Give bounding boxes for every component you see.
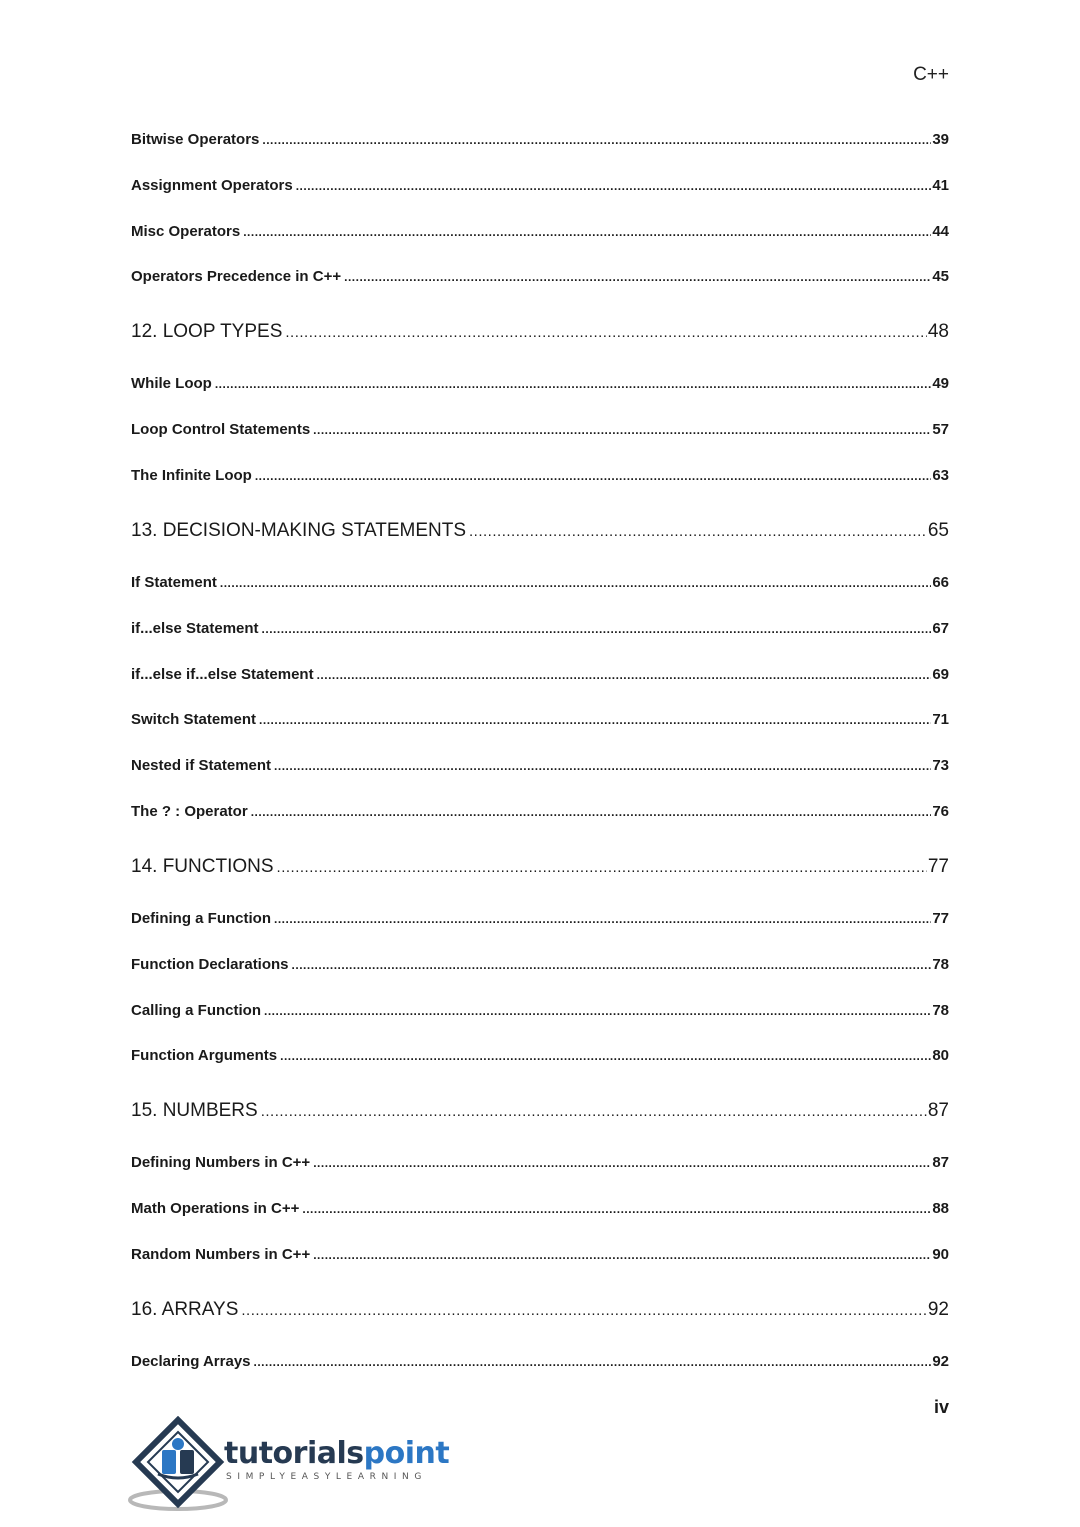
toc-entry-title: Calling a Function [131, 1001, 261, 1019]
toc-entry-page: 90 [932, 1246, 949, 1263]
toc-section-entry[interactable] [131, 956, 949, 973]
toc-entry-page: 88 [932, 1200, 949, 1218]
toc-section-entry[interactable] [131, 574, 949, 591]
toc-section-entry[interactable] [131, 1047, 949, 1064]
toc-entry-title: Bitwise Operators [131, 131, 260, 148]
toc-section-entry[interactable] [131, 268, 949, 285]
toc-entry-title: Switch Statement [131, 711, 257, 729]
toc-leader-dots [274, 759, 931, 773]
toc-entry-page: 73 [932, 757, 949, 775]
toc-section-entry[interactable] [131, 1002, 949, 1019]
toc-entry-page: 65 [927, 520, 949, 541]
toc-chapter-entry[interactable] [131, 520, 949, 542]
toc-leader-dots [292, 958, 932, 972]
toc-entry-title: if...else Statement [131, 619, 259, 637]
toc-entry-title: Function Declarations [131, 955, 289, 973]
tutorialspoint-logo-icon [128, 1416, 228, 1512]
toc-section-entry[interactable] [131, 1154, 949, 1171]
toc-entry-page: 39 [932, 131, 949, 148]
toc-section-entry[interactable] [131, 711, 949, 728]
toc-entry-title: Defining a Function [131, 910, 271, 927]
toc-leader-dots [243, 225, 931, 239]
toc-leader-dots [277, 859, 927, 876]
toc-section-entry[interactable] [131, 1246, 949, 1263]
toc-section-entry[interactable] [131, 1200, 949, 1217]
toc-section-entry[interactable] [131, 757, 949, 774]
toc-leader-dots [262, 133, 931, 147]
toc-section-entry[interactable] [131, 803, 949, 820]
toc-entry-page: 41 [932, 176, 949, 194]
toc-entry-title: If Statement [131, 574, 217, 591]
toc-entry-page: 45 [932, 268, 949, 286]
toc-entry-title: 15. NUMBERS [131, 1100, 258, 1122]
toc-leader-dots [215, 377, 931, 391]
toc-leader-dots [285, 324, 926, 341]
toc-entry-title: Assignment Operators [131, 176, 293, 194]
toc-leader-dots [280, 1049, 931, 1063]
toc-entry-title: Function Arguments [131, 1047, 278, 1065]
toc-entry-title: The ? : Operator [131, 803, 248, 820]
toc-leader-dots [241, 1302, 926, 1319]
toc-leader-dots [254, 1355, 932, 1369]
toc-entry-page: 57 [932, 421, 949, 439]
toc-entry-title: The Infinite Loop [131, 467, 252, 484]
toc-entry-page: 66 [932, 574, 949, 591]
toc-entry-title: Math Operations in C++ [131, 1200, 300, 1218]
toc-entry-title: Declaring Arrays [131, 1353, 251, 1370]
toc-leader-dots [313, 423, 931, 437]
toc-leader-dots [255, 469, 931, 483]
toc-entry-page: 92 [927, 1299, 949, 1320]
toc-entry-page: 92 [932, 1353, 949, 1370]
toc-entry-page: 44 [932, 222, 949, 240]
page-number: iv [933, 1397, 949, 1417]
toc-entry-title: 14. FUNCTIONS [131, 856, 274, 877]
toc-leader-dots [296, 179, 932, 193]
header-title: C++ [913, 64, 949, 85]
toc-leader-dots [274, 912, 931, 926]
tutorialspoint-logo [128, 1416, 458, 1512]
toc-entry-title: 16. ARRAYS [131, 1299, 239, 1320]
toc-entry-title: Defining Numbers in C++ [131, 1154, 311, 1172]
toc-entry-page: 71 [932, 711, 949, 729]
toc-entry-page: 77 [932, 910, 949, 927]
toc-entry-page: 78 [932, 955, 949, 973]
toc-entry-title: Random Numbers in C++ [131, 1246, 311, 1263]
toc-entry-page: 63 [932, 467, 949, 484]
toc-leader-dots [262, 622, 932, 636]
toc-leader-dots [264, 1004, 931, 1018]
toc-section-entry[interactable] [131, 177, 949, 194]
toc-chapter-entry[interactable] [131, 856, 949, 878]
toc-leader-dots [251, 805, 932, 819]
toc-entry-title: Operators Precedence in C++ [131, 268, 342, 286]
toc-entry-page: 76 [932, 803, 949, 820]
toc-leader-dots [317, 668, 932, 682]
toc-entry-title: While Loop [131, 375, 212, 393]
toc-section-entry[interactable] [131, 620, 949, 637]
toc-section-entry[interactable] [131, 375, 949, 392]
toc-entry-title: Loop Control Statements [131, 421, 311, 439]
toc-entry-page: 67 [932, 619, 949, 637]
toc-entry-page: 77 [927, 856, 949, 877]
toc-entry-title: if...else if...else Statement [131, 665, 314, 683]
toc-section-entry[interactable] [131, 910, 949, 927]
toc-chapter-entry[interactable] [131, 1100, 949, 1122]
toc-entry-page: 48 [927, 321, 949, 343]
toc-leader-dots [313, 1248, 931, 1262]
toc-section-entry[interactable] [131, 666, 949, 683]
logo-wordmark: tutorialspoint [224, 1436, 450, 1471]
toc-section-entry[interactable] [131, 467, 949, 484]
toc-entry-page: 78 [932, 1001, 949, 1019]
toc-entry-page: 49 [932, 375, 949, 393]
toc-entry-title: Nested if Statement [131, 757, 272, 775]
toc-entry-title: Misc Operators [131, 222, 241, 240]
toc-section-entry[interactable] [131, 421, 949, 438]
toc-leader-dots [302, 1202, 931, 1216]
toc-chapter-entry[interactable] [131, 321, 949, 343]
logo-tagline: SIMPLYEASYLEARNING [226, 1472, 427, 1482]
toc-leader-dots [313, 1156, 931, 1170]
toc-entry-page: 87 [932, 1154, 949, 1172]
toc-section-entry[interactable] [131, 223, 949, 240]
toc-leader-dots [469, 523, 927, 540]
toc-leader-dots [261, 1103, 927, 1120]
toc-entry-page: 69 [932, 665, 949, 683]
toc-section-entry[interactable] [131, 131, 949, 148]
toc-leader-dots [344, 270, 931, 284]
toc-leader-dots [220, 576, 931, 590]
toc-entry-page: 87 [927, 1100, 949, 1122]
toc-entry-title: 13. DECISION-MAKING STATEMENTS [131, 520, 467, 541]
toc-entry-page: 80 [932, 1047, 949, 1065]
toc-entry-title: 12. LOOP TYPES [131, 321, 283, 343]
toc-leader-dots [259, 713, 931, 727]
toc-chapter-entry[interactable] [131, 1299, 949, 1321]
toc-section-entry[interactable] [131, 1353, 949, 1370]
